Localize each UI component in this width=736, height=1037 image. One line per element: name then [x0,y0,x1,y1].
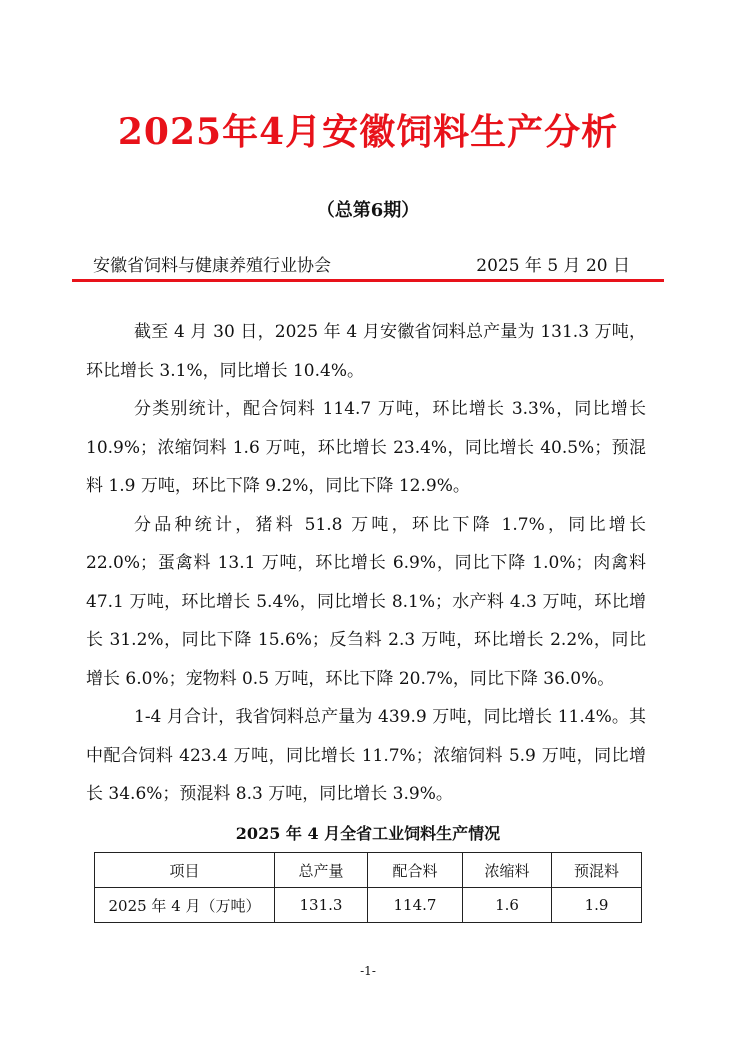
column-header: 项目 [95,853,275,888]
issue-number: （总第6期） [316,200,420,221]
page-number: -1- [360,964,376,978]
table-cell: 1.9 [552,888,642,923]
paragraph-by-variety: 分品种统计，猪料 51.8 万吨，环比下降 1.7%，同比增长 22.0%；蛋禽料 13.1 万吨，环比增长 6.9%，同比下降 1.0%；肉禽料 47.1 万吨，环比增长 5.4%，同比增长 8.1%；水产料 4.3 万吨，环比增长 31.2%，同比下降 15.6%；反刍料 2.3 万吨，环比增长 2.2%，同比增长 6.0%；宠物料 0.5 万吨，环比下降 20.7%，同比下降 36.0%。 [86,514,646,689]
table-cell: 1.6 [463,888,552,923]
paragraph-cumulative: 1-4 月合计，我省饲料总产量为 439.9 万吨，同比增长 11.4%。其中配合饲料 423.4 万吨，同比增长 11.7%；浓缩饲料 5.9 万吨，同比增长 34.6%；预混料 8.3 万吨，同比增长 3.9%。 [86,707,646,804]
report-body [86,313,646,814]
page-title: 2025年4月安徽饲料生产分析 [117,111,619,153]
table-title: 2025 年 4 月全省工业饲料生产情况 [235,824,501,843]
column-header: 预混料 [552,853,642,888]
column-header: 总产量 [275,853,368,888]
table-cell: 2025 年 4 月（万吨） [95,888,275,923]
production-table [94,852,642,923]
organization-name: 安徽省饲料与健康养殖行业协会 [93,256,331,276]
table-row [95,888,642,923]
header-divider [72,279,664,282]
table-header-row [95,853,642,888]
column-header: 浓缩料 [463,853,552,888]
paragraph-by-category: 分类别统计，配合饲料 114.7 万吨，环比增长 3.3%，同比增长 10.9%；浓缩饲料 1.6 万吨，环比增长 23.4%，同比增长 40.5%；预混料 1.9 万吨，环比下降 9.2%，同比下降 12.9%。 [86,399,646,496]
table-cell: 114.7 [368,888,463,923]
table-cell: 131.3 [275,888,368,923]
publish-date: 2025 年 5 月 20 日 [476,256,630,276]
column-header: 配合料 [368,853,463,888]
paragraph-total: 截至 4 月 30 日，2025 年 4 月安徽省饲料总产量为 131.3 万吨，环比增长 3.1%，同比增长 10.4%。 [86,322,646,381]
